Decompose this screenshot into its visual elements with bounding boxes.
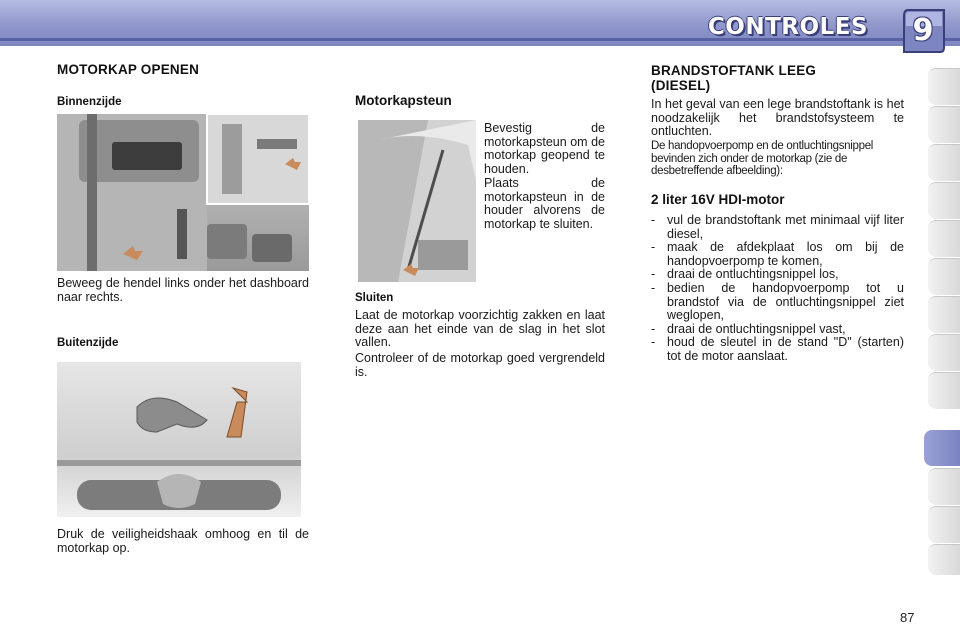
chapter-tab[interactable] <box>928 468 960 505</box>
chapter-tab[interactable] <box>928 334 960 371</box>
page-number: 87 <box>900 610 915 625</box>
list-item: - bedien de handopvoerpomp tot u brandstof via de ontluchtingsnippel ziet weglopen, <box>651 282 904 323</box>
chapter-tab[interactable] <box>928 506 960 543</box>
right-note: De handopvoerpomp en de ontluchtingsnippel bevinden zich onder de motorkap (zie de desbetreffende afbeelding): <box>651 140 874 177</box>
list-item: - houd de sleutel in de stand "D" (starten) tot de motor aanslaat. <box>651 336 904 363</box>
list-item: - draai de ontluchtingsnippel vast, <box>651 323 904 337</box>
bonnet-stay-photo <box>358 120 476 282</box>
section-title: CONTROLES <box>707 14 868 40</box>
closing-heading: Sluiten <box>355 292 394 304</box>
list-item: - maak de afdekplaat los om bij de handopvoerpomp te komen, <box>651 241 904 268</box>
safety-catch-photo <box>57 362 301 517</box>
stay-text-1: Bevestig de motorkapsteun om de motorkap geopend te houden. <box>484 121 605 176</box>
outside-heading: Buitenzijde <box>57 337 119 349</box>
chapter-tab[interactable] <box>928 220 960 257</box>
middle-heading: Motorkapsteun <box>355 93 452 108</box>
chapter-badge <box>900 8 946 54</box>
chapter-tab[interactable] <box>928 144 960 181</box>
chapter-tab[interactable] <box>928 372 960 409</box>
inside-text: Beweeg de hendel links onder het dashboard naar rechts. <box>57 276 309 304</box>
left-title: MOTORKAP OPENEN <box>57 62 200 77</box>
closing-text-2: Controleer of de motorkap goed vergrendeld is. <box>355 351 605 379</box>
dashboard-lever-photo <box>57 114 309 271</box>
list-item: - vul de brandstoftank met minimaal vijf liter diesel, <box>651 214 904 241</box>
steps-list <box>651 214 904 364</box>
stay-text-2: Plaats de motorkapsteun in de houder alvorens de motorkap te sluiten. <box>484 176 605 231</box>
chapter-tab-active[interactable] <box>924 430 960 466</box>
inside-heading: Binnenzijde <box>57 96 122 108</box>
engine-heading: 2 liter 16V HDI-motor <box>651 192 785 207</box>
chapter-tab[interactable] <box>928 68 960 105</box>
list-item: - draai de ontluchtingsnippel los, <box>651 268 904 282</box>
right-title: BRANDSTOFTANK LEEG (DIESEL) <box>651 63 817 93</box>
chapter-tab[interactable] <box>928 544 960 575</box>
chapter-tab[interactable] <box>928 296 960 333</box>
chapter-tab[interactable] <box>928 182 960 219</box>
outside-text: Druk de veiligheidshaak omhoog en til de motorkap op. <box>57 527 309 555</box>
chapter-tab[interactable] <box>928 258 960 295</box>
chapter-tabs <box>928 68 960 574</box>
chapter-tab[interactable] <box>928 106 960 143</box>
chapter-number: 9 <box>912 13 934 48</box>
closing-text-1: Laat de motorkap voorzichtig zakken en laat deze aan het einde van de slag in het slot vallen. <box>355 308 605 349</box>
right-intro: In het geval van een lege brandstoftank is het noodzakelijk het brandstofsysteem te ontluchten. <box>651 97 904 138</box>
